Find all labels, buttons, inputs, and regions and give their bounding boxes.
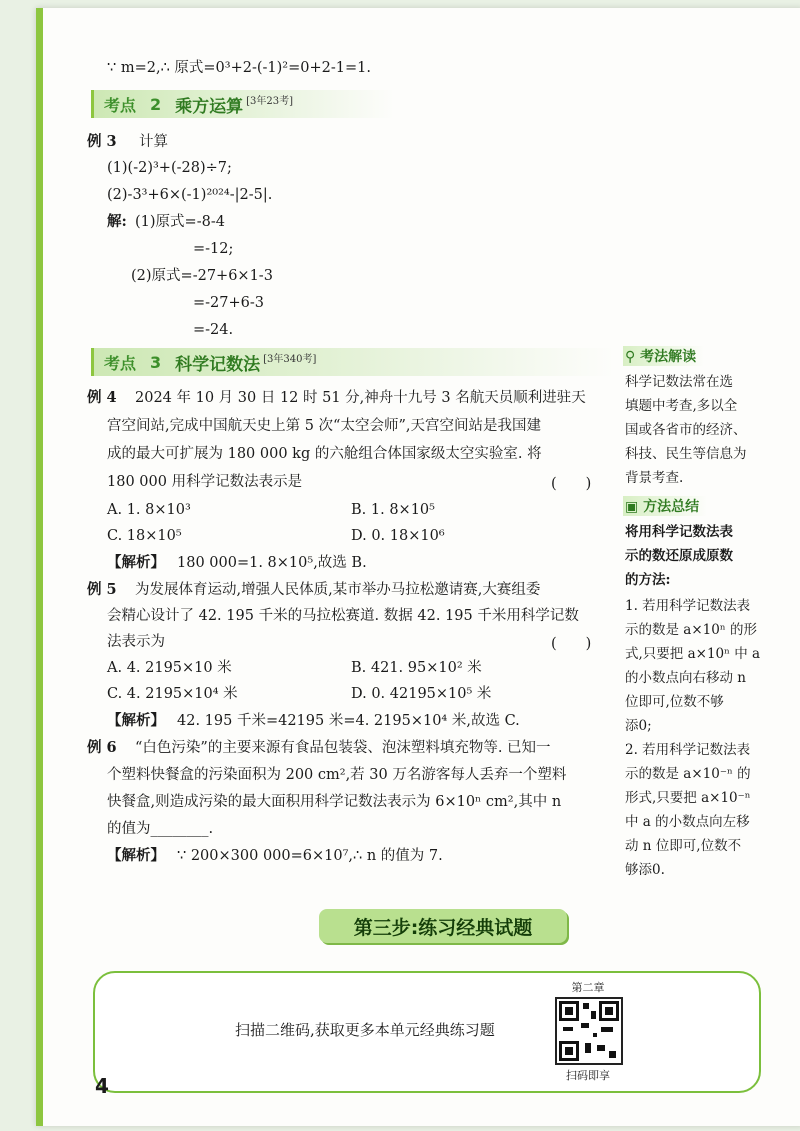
analysis-text: 180 000=1. 8×10⁵,故选 B. (177, 555, 367, 571)
side-method-intro (625, 520, 795, 592)
example-5-text-2: 会精心设计了 42. 195 千米的马拉松赛道. 数据 42. 195 千米用科学记数 (107, 608, 579, 624)
qr-module (597, 1045, 605, 1051)
qr-promo-box (93, 971, 761, 1093)
option-d: D. 0. 42195×10⁵ 米 (351, 686, 492, 702)
solution-step-1: (1)原式=-8-4 (135, 214, 225, 230)
section-tag: [3年340考] (263, 354, 317, 365)
example-3-title: 计算 (139, 134, 168, 150)
side-line: 填题中考查,多以全 (625, 398, 738, 414)
qr-module (609, 1051, 616, 1058)
analysis-text: ∵ 200×300 000=6×10⁷,∴ n 的值为 7. (177, 848, 443, 864)
side-line: 科学记数法常在选 (625, 374, 733, 390)
example-6-text-3: 快餐盒,则造成污染的最大面积用科学记数法表示为 6×10ⁿ cm²,其中 n (107, 794, 562, 810)
side-line: 的小数点向右移动 n (625, 670, 746, 686)
top-formula-line: ∵ m=2,∴ 原式=0³+2-(-1)²=0+2-1=1. (107, 60, 371, 76)
side-heading-label: 方法总结 (643, 499, 700, 515)
solution-step-2: =-12; (193, 241, 234, 257)
side-line: 添0; (625, 718, 652, 734)
section-label: 考点 (104, 95, 137, 115)
qr-finder (559, 1041, 579, 1061)
side-line: 示的数是 a×10ⁿ 的形 (625, 622, 757, 638)
example-6-text-1: “白色污染”的主要来源有食品包装袋、泡沫塑料填充物等. 已知一 (135, 740, 551, 756)
option-b: B. 421. 95×10² 米 (351, 660, 482, 676)
option-a: A. 4. 2195×10 米 (107, 660, 232, 676)
example-4-text-4: 180 000 用科学记数法表示是 (107, 474, 303, 490)
section-number: 3 (150, 352, 162, 372)
qr-module (585, 1043, 591, 1053)
side-line: 将用科学记数法表 (625, 524, 733, 540)
example-6-text-4: 的值为________. (107, 821, 214, 837)
example-4-text-3: 成的最大可扩展为 180 000 kg 的六舱组合体国家级太空实验室. 将 (107, 446, 542, 462)
side-line: 的方法: (625, 572, 671, 588)
section-label: 考点 (104, 353, 137, 373)
example-3-q2: (2)-3³+6×(-1)²⁰²⁴-|2-5|. (107, 187, 273, 203)
side-line: 背景考查. (625, 470, 684, 486)
side-heading-method: ▣ 方法总结 (623, 496, 707, 516)
side-line: 式,只要把 a×10ⁿ 中 a (625, 646, 761, 662)
page-number: 4 (95, 1074, 109, 1098)
qr-module (591, 1011, 596, 1019)
option-a: A. 1. 8×10³ (107, 502, 191, 518)
section-title: 乘方运算 (175, 96, 244, 117)
analysis-label: 【解析】 (107, 712, 165, 729)
answer-blank: ( ) (551, 476, 592, 492)
solution-step-5: =-24. (193, 322, 234, 338)
side-line: 位即可,位数不够 (625, 694, 724, 710)
solution-step-3: (2)原式=-27+6×1-3 (131, 268, 273, 284)
example-3-q1: (1)(-2)³+(-28)÷7; (107, 160, 232, 176)
side-method-text (625, 594, 795, 882)
page (36, 8, 800, 1126)
side-line: 科技、民生等信息为 (625, 446, 747, 462)
side-interpretation-text (625, 370, 795, 490)
section-heading-2 (91, 90, 394, 118)
section-tag: [3年23考] (246, 96, 294, 107)
example-6-text-2: 个塑料快餐盒的污染面积为 200 cm²,若 30 万名游客每人丢弃一个塑料 (107, 767, 567, 783)
example-4-text-2: 宫空间站,完成中国航天史上第 5 次“太空会师”,天宫空间站是我国建 (107, 418, 541, 434)
analysis-text: 42. 195 千米=42195 米=4. 2195×10⁴ 米,故选 C. (177, 713, 520, 729)
side-line: 示的数还原成原数 (625, 548, 733, 564)
example-3-label: 例 3 (87, 133, 117, 150)
step-three-banner: 第三步:练习经典试题 (319, 909, 567, 943)
side-line: 1. 若用科学记数法表 (625, 598, 751, 614)
example-5-text-1: 为发展体育运动,增强人民体质,某市举办马拉松邀请赛,大赛组委 (135, 582, 541, 598)
example-5-text-3: 法表示为 (107, 634, 165, 650)
qr-message: 扫描二维码,获取更多本单元经典练习题 (235, 1021, 495, 1039)
qr-finder (599, 1001, 619, 1021)
qr-finder (559, 1001, 579, 1021)
solution-step-4: =-27+6-3 (193, 295, 264, 311)
option-c: C. 4. 2195×10⁴ 米 (107, 686, 238, 702)
analysis-label: 【解析】 (107, 847, 165, 864)
side-line: 形式,只要把 a×10⁻ⁿ (625, 790, 751, 806)
side-heading-interpretation: ⚲ 考法解读 (623, 346, 704, 366)
qr-module (593, 1033, 597, 1037)
example-6-label: 例 6 (87, 739, 117, 756)
section-title: 科学记数法 (175, 354, 261, 375)
side-line: 动 n 位即可,位数不 (625, 838, 742, 854)
example-4-text-1: 2024 年 10 月 30 日 12 时 51 分,神舟十九号 3 名航天员顺利进驻天 (135, 390, 586, 406)
option-d: D. 0. 18×10⁶ (351, 528, 445, 544)
qr-bottom-label: 扫码即享 (566, 1069, 610, 1082)
option-b: B. 1. 8×10⁵ (351, 502, 435, 518)
analysis-label: 【解析】 (107, 554, 165, 571)
qr-code[interactable] (555, 997, 623, 1065)
example-5-label: 例 5 (87, 581, 117, 598)
side-line: 中 a 的小数点向左移 (625, 814, 750, 830)
side-line: 够添0. (625, 862, 665, 878)
solution-label: 解: (107, 213, 127, 230)
qr-module (581, 1023, 589, 1028)
qr-top-label: 第二章 (571, 981, 605, 994)
qr-module (583, 1003, 589, 1009)
section-number: 2 (150, 94, 162, 114)
side-line: 示的数是 a×10⁻ⁿ 的 (625, 766, 751, 782)
qr-module (601, 1027, 613, 1032)
answer-blank: ( ) (551, 636, 592, 652)
section-heading-3 (91, 348, 614, 376)
side-heading-label: 考法解读 (640, 349, 697, 365)
side-line: 国或各省市的经济、 (625, 422, 747, 438)
qr-module (563, 1027, 573, 1031)
side-line: 2. 若用科学记数法表 (625, 742, 751, 758)
option-c: C. 18×10⁵ (107, 528, 182, 544)
example-4-label: 例 4 (87, 389, 117, 406)
